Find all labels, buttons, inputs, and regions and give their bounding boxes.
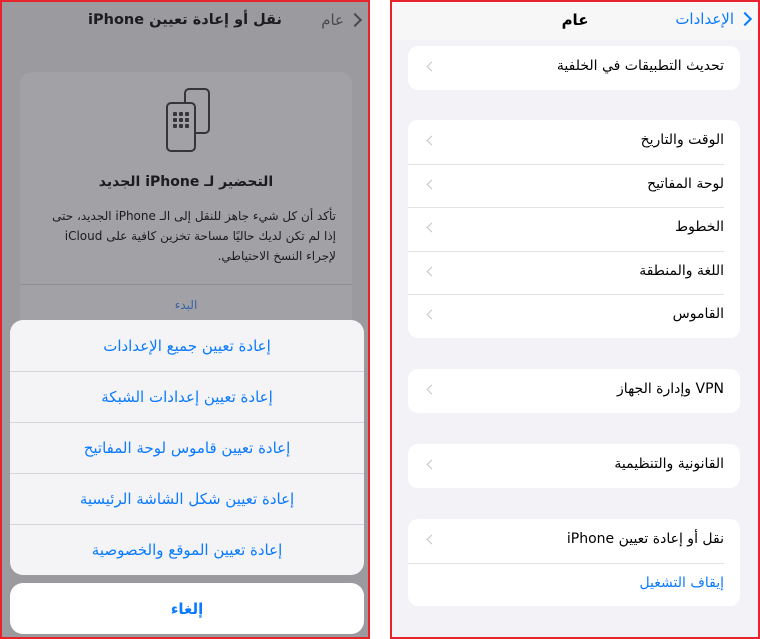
get-started-link[interactable]: البدء — [174, 298, 198, 312]
general-settings-screen — [390, 0, 760, 639]
settings-row-vpn-device-management[interactable] — [408, 369, 740, 413]
settings-row-fonts[interactable] — [408, 207, 740, 251]
reset-home-screen-layout-button[interactable]: إعادة تعيين شكل الشاشة الرئيسية — [10, 473, 364, 524]
row-label: القاموس — [672, 306, 724, 322]
settings-group — [408, 369, 740, 413]
chevron-icon — [427, 535, 437, 545]
row-label: الخطوط — [675, 219, 724, 235]
transfer-reset-screen — [0, 0, 370, 639]
row-label: تحديث التطبيقات في الخلفية — [556, 58, 724, 74]
back-button[interactable] — [321, 11, 360, 29]
prepare-new-iphone-card — [20, 72, 352, 332]
row-label: لوحة المفاتيح — [647, 175, 724, 192]
settings-row-date-time[interactable] — [408, 120, 740, 164]
reset-keyboard-dictionary-button[interactable]: إعادة تعيين قاموس لوحة المفاتيح — [10, 422, 364, 473]
settings-row-language-region[interactable] — [408, 251, 740, 295]
chevron-icon — [427, 223, 437, 233]
reset-all-settings-button[interactable]: إعادة تعيين جميع الإعدادات — [103, 336, 271, 355]
chevron-icon — [427, 179, 437, 189]
settings-group — [408, 120, 740, 338]
row-label: القانونية والتنظيمية — [614, 456, 724, 472]
settings-row-legal-regulatory[interactable] — [408, 444, 740, 488]
navigation-bar — [2, 2, 368, 42]
settings-group — [408, 519, 740, 606]
settings-row-dictionary[interactable] — [408, 294, 740, 338]
shut-down-button[interactable] — [408, 563, 740, 607]
chevron-back-icon — [348, 13, 362, 27]
settings-group — [408, 444, 740, 488]
reset-network-settings-button[interactable]: إعادة تعيين إعدادات الشبكة — [10, 371, 364, 422]
row-label: VPN وإدارة الجهاز — [617, 381, 724, 397]
settings-row-keyboard[interactable] — [408, 164, 740, 208]
chevron-icon — [427, 136, 437, 146]
row-label: اللغة والمنطقة — [639, 262, 724, 279]
settings-row-transfer-reset-iphone[interactable] — [408, 519, 740, 563]
settings-row-background-app-refresh[interactable] — [408, 46, 740, 90]
reset-action-sheet — [10, 320, 364, 575]
page-title: نقل أو إعادة تعيين iPhone — [88, 12, 282, 28]
chevron-icon — [427, 460, 437, 470]
card-description: تأكد أن كل شيء جاهز للنقل إلى الـ iPhone الجديد، حتى إذا لم تكن لديك حاليًا مساحة تخزين كافية على iCloud لإجراء النسخ الاحتياطي. — [52, 209, 336, 263]
navigation-bar — [392, 2, 758, 40]
chevron-icon — [427, 62, 437, 72]
chevron-icon — [427, 310, 437, 320]
back-label: الإعدادات — [675, 10, 734, 28]
divider — [20, 284, 352, 285]
chevron-icon — [427, 385, 437, 395]
cancel-button[interactable]: إلغاء — [10, 583, 364, 634]
card-title: التحضير لـ iPhone الجديد — [98, 174, 274, 190]
chevron-back-icon — [738, 12, 752, 26]
chevron-icon — [427, 266, 437, 276]
row-label: الوقت والتاريخ — [640, 132, 724, 148]
iphone-transfer-icon — [160, 88, 216, 152]
settings-group — [408, 46, 740, 90]
reset-location-privacy-button[interactable]: إعادة تعيين الموقع والخصوصية — [10, 524, 364, 575]
row-label: إيقاف التشغيل — [639, 574, 724, 591]
page-title: عام — [561, 11, 589, 29]
back-button[interactable] — [675, 10, 750, 28]
row-label: نقل أو إعادة تعيين iPhone — [566, 531, 724, 547]
back-label: عام — [321, 11, 344, 29]
